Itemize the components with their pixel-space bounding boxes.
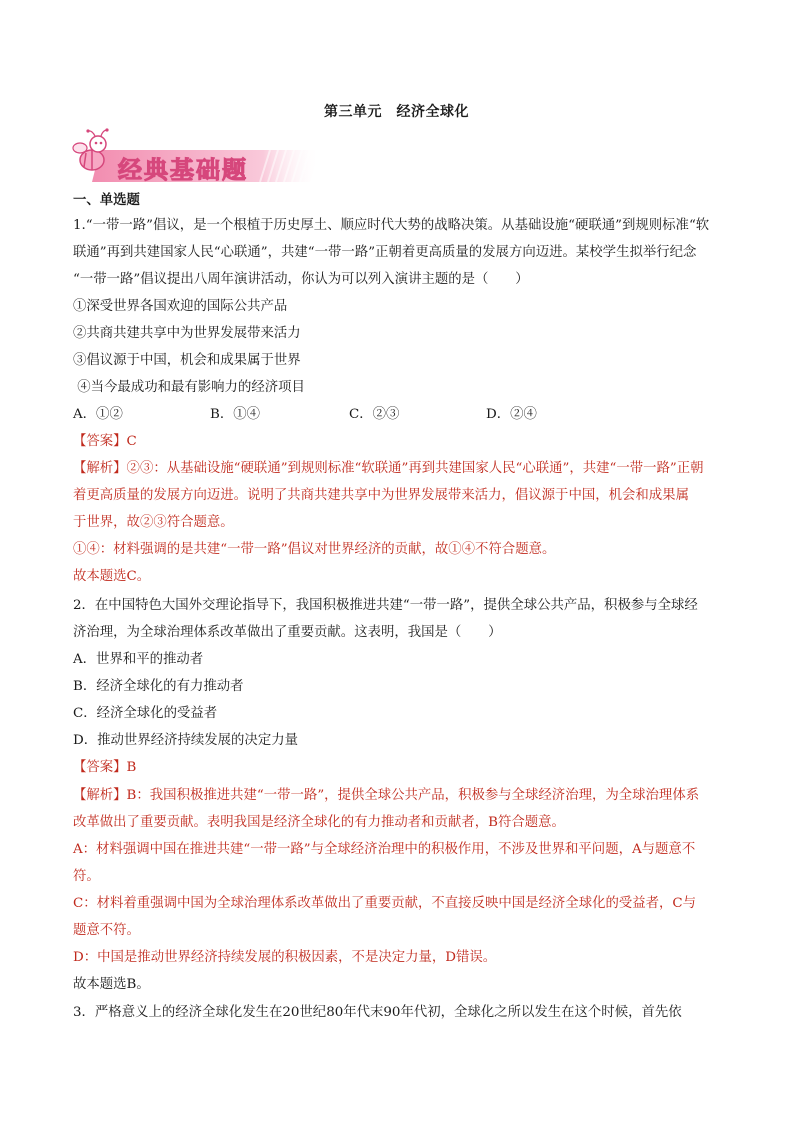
q2-answer: 【答案】B [73, 760, 137, 775]
q2-analysis-line: D：中国是推动世界经济持续发展的积极因素，不是决定力量，D错误。 [73, 950, 497, 965]
section-heading: 一、单选题 [73, 192, 140, 208]
banner-label: 经典基础题 [118, 156, 248, 184]
q1-answer: 【答案】C [73, 434, 137, 449]
q1-statement: ④当今最成功和最有影响力的经济项目 [73, 380, 305, 395]
q2-option-a: A．世界和平的推动者 [73, 652, 204, 667]
q1-analysis-line: ①④：材料强调的是共建“一带一路”倡议对世界经济的贡献，故①④不符合题意。 [73, 542, 556, 557]
q1-analysis-line: 【解析】②③：从基础设施“硬联通”到规则标准“软联通”再到共建国家人民“心联通”，共建“一带一路”正朝 [73, 461, 704, 476]
q2-conclusion: 故本题选B。 [73, 977, 150, 992]
page-title: 第三单元 经济全球化 [324, 104, 469, 120]
q1-stem-line: 1.“一带一路”倡议，是一个根植于历史厚土、顺应时代大势的战略决策。从基础设施“硬联通”到规则标准“软 [73, 218, 710, 233]
q1-conclusion: 故本题选C。 [73, 569, 151, 584]
q2-option-c: C．经济全球化的受益者 [73, 706, 218, 721]
q1-option-d: D．②④ [486, 407, 537, 422]
q3-stem-line: 3．严格意义上的经济全球化发生在20世纪80年代末90年代初，全球化之所以发生在这个时候，首先依 [73, 1005, 682, 1020]
q1-option-a: A．①② [73, 407, 123, 422]
q2-analysis-line: C：材料着重强调中国为全球治理体系改革做出了重要贡献，不直接反映中国是经济全球化的受益者，C与 [73, 896, 697, 911]
q2-analysis-line: 符。 [73, 869, 100, 884]
q2-option-b: B．经济全球化的有力推动者 [73, 679, 244, 694]
q2-analysis-line: 题意不符。 [73, 923, 140, 938]
q1-analysis-line: 于世界，故②③符合题意。 [73, 515, 234, 530]
q1-analysis-line: 着更高质量的发展方向迈进。说明了共商共建共享中为世界发展带来活力，倡议源于中国，机会和成果属 [73, 488, 689, 503]
q2-stem-line: 2．在中国特色大国外交理论指导下，我国积极推进共建“一带一路”，提供全球公共产品，积极参与全球经 [73, 598, 698, 613]
q2-analysis-line: 【解析】B：我国积极推进共建“一带一路”，提供全球公共产品，积极参与全球经济治理，为全球治理体系 [73, 788, 700, 803]
q1-statement: ③倡议源于中国，机会和成果属于世界 [73, 353, 301, 368]
q1-statement: ①深受世界各国欢迎的国际公共产品 [73, 299, 288, 314]
q2-stem-line: 济治理，为全球治理体系改革做出了重要贡献。这表明，我国是（ ） [73, 625, 502, 640]
q1-stem-line: 联通”再到共建国家人民“心联通”，共建“一带一路”正朝着更高质量的发展方向迈进。某校学生拟举行纪念 [73, 245, 697, 260]
q1-statement: ②共商共建共享中为世界发展带来活力 [73, 326, 301, 341]
q2-option-d: D．推动世界经济持续发展的决定力量 [73, 733, 298, 748]
q2-analysis-line: 改革做出了重要贡献。表明我国是经济全球化的有力推动者和贡献者，B符合题意。 [73, 815, 565, 830]
q1-option-c: C．②③ [349, 407, 400, 422]
q2-analysis-line: A：材料强调中国在推进共建“一带一路”与全球经济治理中的积极作用，不涉及世界和平问题，A与题意不 [73, 842, 696, 857]
q1-option-b: B．①④ [210, 407, 261, 422]
q1-stem-line: “一带一路”倡议提出八周年演讲活动，你认为可以列入演讲主题的是（ ） [73, 272, 529, 287]
